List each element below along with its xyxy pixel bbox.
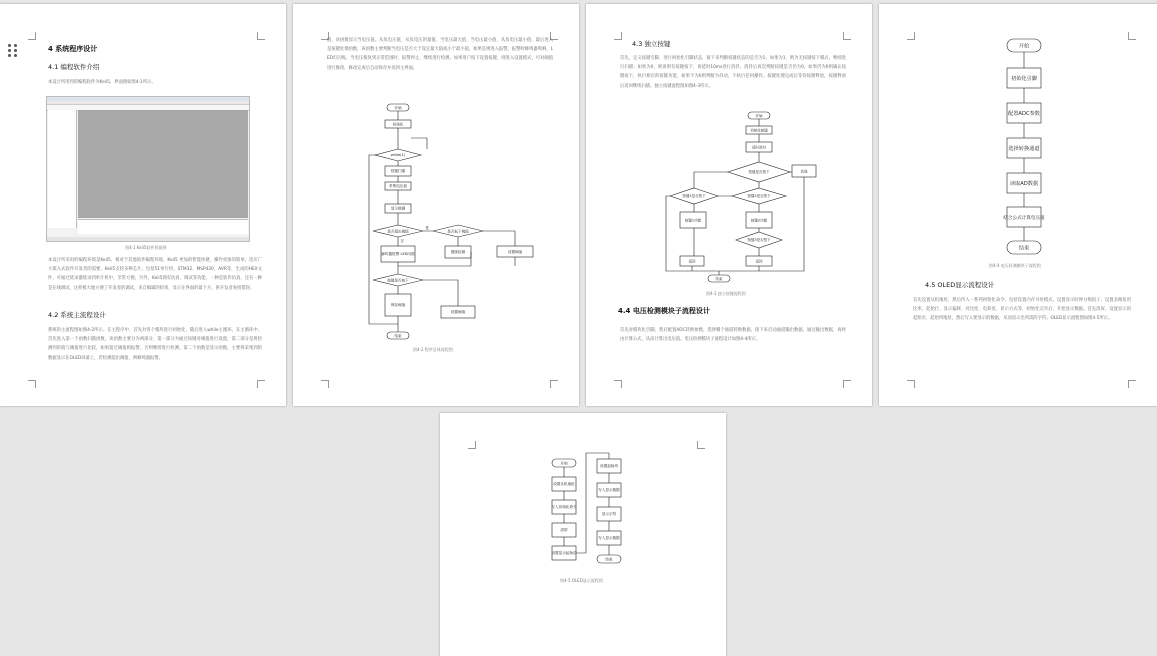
paragraph-4-3: 首先，定义按键引脚，进行初始化引脚状态，接下来判断按键状态的是否为1，如果为1，则为无按键按下模式，继续进行扫描；如果为0，则说明有按键按下，再延时10ms进行消抖，消抖后再次判断按键是否仍为0，如果仍为0则确认按键按下，执行相应的按键功能，如果不为0则判断为抖动，不执行任何操作。按键处理完成后等待按键释放，按键释放后返回继续扫描。独立按键流程图如图4-3所示。 (620, 56, 846, 89)
fc3-f2: 按键2功能 (750, 218, 768, 223)
fc2-cmp2: 是否低于阈值 (447, 229, 469, 234)
fc3-start: 开始 (755, 114, 763, 118)
paragraph-4-2-cont: 值，该函数显示当电压值。从负电压值、从负电压的量值、当电压最大值、当电压最小值、从负电压最小值、最后进入是按键处理函数，该函数主要判断当电压是否大于设定最大值或小于最小值，如果是则进入报警，报警时蜂鸣器鸣响，LED灯闪烁，当电压恢复到正常范围时，报警停止，继续进行检测。如果用户按下设置按键，则进入设置模式，可对阈值进行修改，修改完成后自动保存并返回主界面。 (327, 38, 553, 71)
fc3-key1: 按键是否按下 (748, 170, 770, 175)
fc5-cmd: 写入初始化命令 (551, 505, 577, 509)
paragraph-4-2: 系统的主流程图如图4-2所示。在主程序中，首先对各个模块进行初始化，随后进入while主循环。在主循环中，首先进入第一个函数扫描函数，该函数主要分为两部分，第一部分为通过按键对阈值进行设置，第二部分是将检测到的值与阈值进行比较，如果超过阈值则报警，否则继续进行检测。第二个函数是显示函数，主要将采集到的数据显示在OLED屏幕上，若检测超出阈值，则蜂鸣器报警。 (48, 328, 262, 361)
fc4-calc: 结合公式计算电压值 (1003, 216, 1045, 221)
figure-4-3-caption: 图4-3 独立按键流程图 (706, 291, 746, 296)
keil5-screenshot-figure (46, 96, 250, 242)
fc2-init: 初始化 (392, 122, 404, 127)
figure-4-1-caption: 图4-1 Keil5软件界面图 (125, 245, 167, 250)
paragraph-4-1b: 本设计所采用的编程环境是Keil5，相对于其他软件编程环境，Keil5 更加的智能快捷，操作更加的简单。适应广大嵌入式软件开发者的需要。Keil5支持多种芯片，包括51单片机、STM32、MSP430、AVR等，生成的HEX文件、可通过烧录器烧录到单片机中。非常方便。另外，Keil5拥有仿真、调试等功能，一种是软件仿真，还有一种是在线调试，这样极大地方便了开发者的调试，来自编辑的结果，显示在界面的最下方，供开发者查找错误。 (48, 258, 262, 291)
document-page-5 (440, 413, 726, 656)
fc2-alarm2: 继续检测 (450, 250, 466, 254)
drag-handle-icon[interactable] (8, 44, 20, 56)
figure-4-4-caption: 图4-4 电压检测模块子流程图 (989, 263, 1041, 268)
fc5-show: 显示字符 (601, 512, 617, 516)
heading-chapter-4: 4 系统程序设计 (48, 45, 98, 53)
figure-4-5-caption: 图4-5 OLED显示流程图 (560, 578, 603, 583)
heading-4-3: 4.3 独立按键 (632, 40, 671, 48)
paragraph-4-5: 首先设置从机地址，然后传入一系列初始化命令，包括设置内存寻址模式、设置显示时钟分频因子、设置多路复用比率、起始行、显示偏移、对比度、电荷泵、显示方式等，初始化完毕后，开始显示数据。首先清屏，设置显示的起始页、起始列地址，然后写入要显示的数据，从而显示出所需的字符。OLED显示流程图如图4-5所示。 (913, 298, 1131, 322)
fc5-start: 开始 (560, 461, 568, 466)
fc5-addr: 设置从机地址 (553, 482, 575, 486)
fc2-start: 开始 (394, 106, 402, 111)
fc5-page: 设置显示起始页 (551, 551, 577, 555)
fc3-key4: 按键3是否按下 (747, 238, 771, 243)
fc3-init: 初始化按键 (750, 128, 768, 133)
fc2-adc: 采集电压值 (389, 184, 407, 188)
fc2-end: 结束 (394, 334, 402, 338)
document-page-3 (586, 4, 872, 406)
fc3-delay: 延时消抖 (752, 145, 766, 150)
fc2-while: while(1) (390, 153, 406, 158)
heading-4-5: 4.5 OLED显示流程设计 (925, 281, 995, 289)
fc2-alarm1: 蜂鸣器报警 LED闪烁 (381, 252, 415, 256)
fc3-ret: 返回 (688, 259, 696, 264)
fc2-no: 否 (400, 239, 404, 243)
fc3-end: 结束 (715, 277, 723, 281)
fc3-ret2: 返回 (755, 259, 763, 264)
document-page-2 (293, 4, 579, 406)
voltage-flowchart (879, 4, 1157, 406)
heading-4-4: 4.4 电压检测模块子流程设计 (618, 307, 710, 315)
fc5-write: 写入显示数据 (598, 488, 620, 492)
document-page-1 (0, 4, 286, 406)
fc2-save2: 设置阈值 (450, 310, 466, 314)
fc5-col2: 写入显示数据 (598, 536, 620, 540)
fc3-f1: 按键1功能 (684, 218, 702, 223)
fc5-clear: 清屏 (560, 528, 568, 532)
oled-flowchart (440, 413, 726, 656)
fc4-cfg: 配置ADC参数 (1008, 111, 1040, 117)
fc3-key2: 按键1是否按下 (682, 194, 706, 199)
fc2-yes: 是 (425, 226, 429, 230)
fc2-cmp: 是否超出阈值 (387, 229, 409, 234)
fc4-read: 读取AD数据 (1009, 181, 1039, 187)
heading-4-1: 4.1 编程软件介绍 (48, 63, 100, 71)
fc3-key3: 按键2是否按下 (747, 194, 771, 199)
paragraph-4-1a: 本设计所用到的编程软件为Keil5，界面图如图4-1所示。 (48, 80, 156, 85)
fc2-key: 按键是否按下 (387, 278, 409, 283)
fc4-ch: 选择转换通道 (1008, 146, 1040, 152)
fc4-init: 初始化引脚 (1011, 76, 1037, 82)
fc2-disp: 显示数据 (390, 206, 406, 211)
main-flowchart (293, 4, 579, 406)
fc4-start: 开始 (1018, 43, 1030, 50)
paragraph-4-4: 首先对模块化引脚，然后配置ADC转换参数，选择哪个通道转换数据，接下来启动通道输出数据，通过输出数据，再经由计算公式，从而计算出电压值。电压检测模块子流程设计如图4-4所示。 (620, 328, 846, 343)
fc3-other: 其他 (800, 169, 808, 174)
heading-4-2: 4.2 系统主流程设计 (48, 311, 106, 319)
fc5-col: 设置起始列 (600, 464, 618, 468)
fc5-end: 结束 (605, 557, 613, 562)
fc4-end: 结束 (1018, 245, 1030, 252)
fc2-save: 保存阈值 (390, 303, 406, 307)
document-page-4 (879, 4, 1157, 406)
fc2-set: 设置阈值 (507, 249, 523, 254)
fc2-scan: 按键扫描 (390, 169, 406, 173)
figure-4-2-caption: 图4-2 程序总体流程图 (413, 347, 453, 352)
